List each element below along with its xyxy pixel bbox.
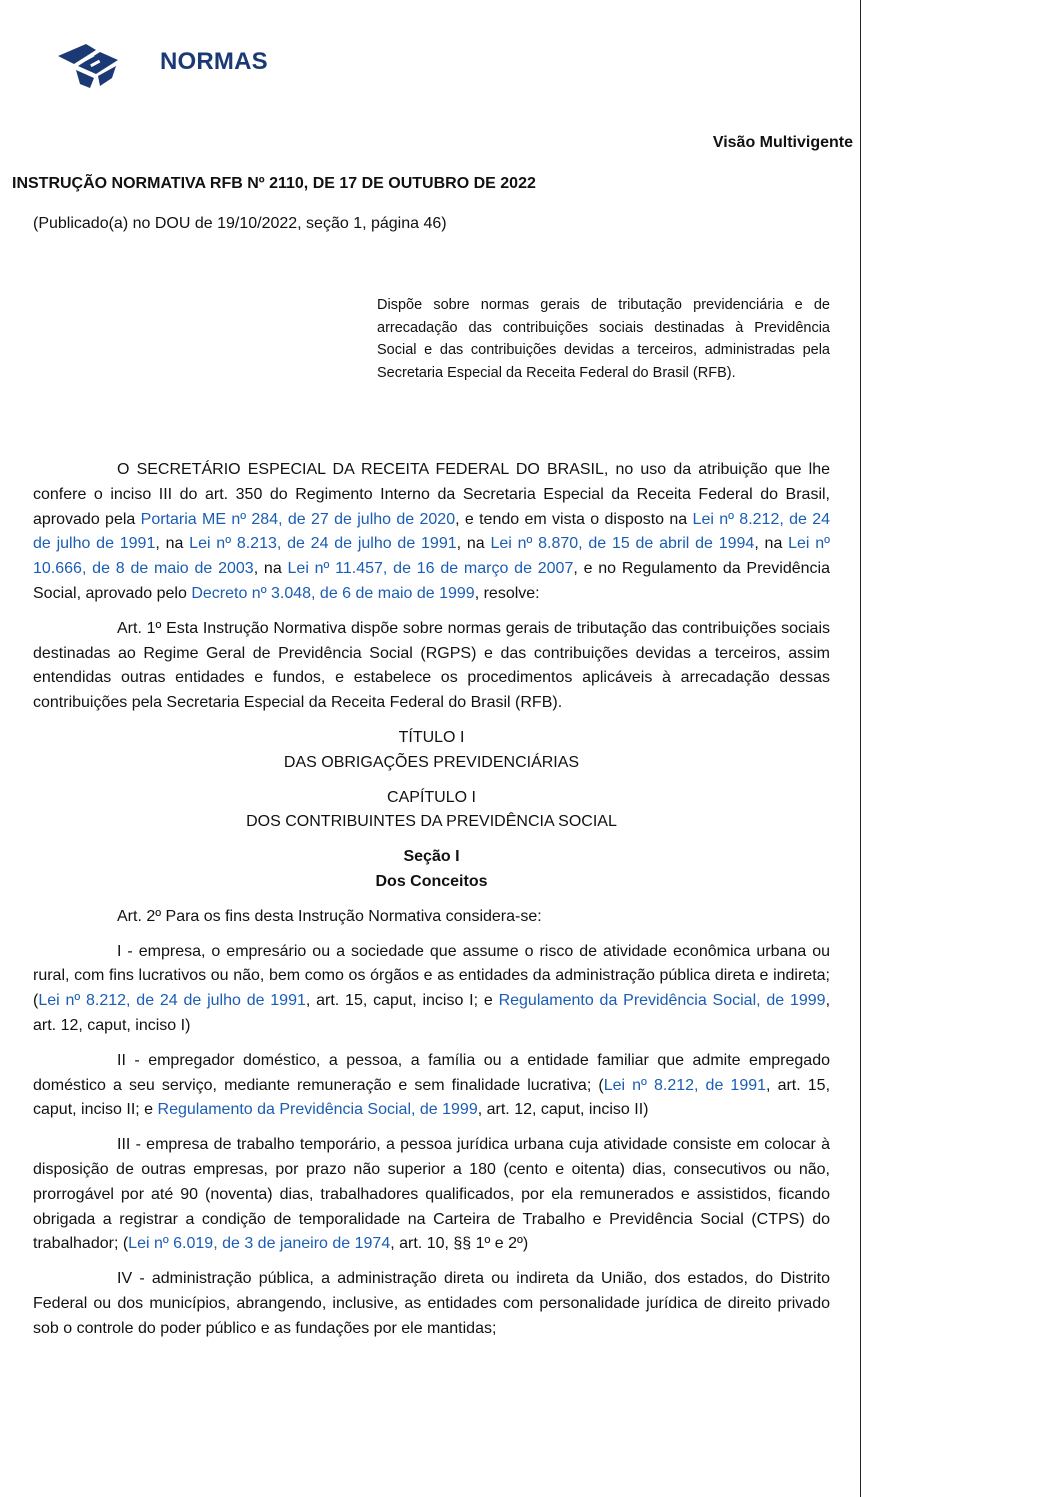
inciso-3: III - empresa de trabalho temporário, a pessoa jurídica urbana cuja atividade consiste em colocar à disposição de outras empresas, por prazo não superior a 180 (cento e oitenta) dias, consecutivos ou não, prorrogável por até 90 (noventa) dias, trabalhadores qualificados, por ela remunerados e assistidos, ficando obrigada a registrar a condição de temporalidade na Carteira de Trabalho e Previdência Social (CTPS) do trabalhador; (Lei nº 6.019, de 3 de janeiro de 1974, art. 10, §§ 1º e 2º) (33, 1136, 830, 1253)
inciso-1: I - empresa, o empresário ou a sociedade que assume o risco de atividade econômica urbana ou rural, com fins lucrativos ou não, bem como os órgãos e as entidades da administração pública direta e indireta; (Lei nº 8.212, de 24 de julho de 1991, art. 15, caput, inciso I; e Regulamento da Previdência Social, de 1999, art. 12, caput, inciso I) (33, 942, 831, 1034)
link-lei-10666[interactable]: Lei nº 10.666, de 8 de maio de 2003 (33, 535, 831, 578)
link-lei-8212-inciso-2[interactable]: Lei nº 8.212, de 1991 (603, 1076, 767, 1094)
link-lei-8870[interactable]: Lei nº 8.870, de 15 de abril de 1994 (490, 535, 755, 553)
link-lei-11457[interactable]: Lei nº 11.457, de 16 de março de 2007 (287, 560, 574, 578)
brand-title: NORMAS (160, 48, 268, 75)
secao-number: Seção I (403, 848, 460, 866)
link-decreto-3048[interactable]: Decreto nº 3.048, de 6 de maio de 1999 (191, 584, 475, 602)
link-regulamento-previdencia-inciso-2[interactable]: Regulamento da Previdência Social, de 1999 (157, 1101, 478, 1119)
document-body (33, 458, 830, 1352)
capitulo-number: CAPÍTULO I (387, 788, 476, 806)
titulo-number: TÍTULO I (398, 728, 465, 746)
link-portaria-me-284[interactable]: Portaria ME nº 284, de 27 de julho de 2020 (140, 510, 456, 528)
link-regulamento-previdencia-inciso-1[interactable]: Regulamento da Previdência Social, de 1999 (498, 992, 826, 1010)
article-2: Art. 2º Para os fins desta Instrução Normativa considera-se: (117, 907, 542, 925)
inciso-4: IV - administração pública, a administração direta ou indireta da União, dos estados, do Distrito Federal ou dos municípios, abrangendo, inclusive, as entidades com personalidade jurídica de direito privado sob o controle do poder público e as fundações por ele mantidas; (33, 1270, 830, 1337)
article-1: Art. 1º Esta Instrução Normativa dispõe sobre normas gerais de tributação das contribuições sociais destinadas ao Regime Geral de Previdência Social (RGPS) e das contribuições devidas a terceiros, assim entendidas outras entidades e fundos, e estabelece os procedimentos aplicáveis à arrecadação dessas contribuições pela Secretaria Especial da Receita Federal do Brasil (RFB). (33, 619, 830, 712)
link-lei-8212[interactable]: Lei nº 8.212, de 24 de julho de 1991 (33, 510, 831, 553)
link-lei-8212-inciso-1[interactable]: Lei nº 8.212, de 24 de julho de 1991 (38, 992, 306, 1010)
link-lei-8213[interactable]: Lei nº 8.213, de 24 de julho de 1991 (189, 535, 457, 553)
capitulo-name: DOS CONTRIBUINTES DA PREVIDÊNCIA SOCIAL (246, 813, 617, 831)
preamble-paragraph: O SECRETÁRIO ESPECIAL DA RECEITA FEDERAL DO BRASIL, no uso da atribuição que lhe confere o inciso III do art. 350 do Regimento Interno da Secretaria Especial da Receita Federal do Brasil, aprovado pela Portaria ME nº 284, de 27 de julho de 2020, e tendo em vista o disposto na Lei nº 8.212, de 24 de julho de 1991, na Lei nº 8.213, de 24 de julho de 1991, na Lei nº 8.870, de 15 de abril de 1994, na Lei nº 10.666, de 8 de maio de 2003, na Lei nº 11.457, de 16 de março de 2007, e no Regulamento da Previdência Social, aprovado pelo Decreto nº 3.048, de 6 de maio de 1999, resolve: (33, 461, 831, 602)
publication-info: (Publicado(a) no DOU de 19/10/2022, seção 1, página 46) (33, 215, 447, 232)
link-lei-6019[interactable]: Lei nº 6.019, de 3 de janeiro de 1974 (128, 1235, 391, 1253)
titulo-name: DAS OBRIGAÇÕES PREVIDENCIÁRIAS (283, 753, 580, 771)
view-mode-label: Visão Multivigente (712, 134, 853, 151)
document-title: INSTRUÇÃO NORMATIVA RFB Nº 2110, DE 17 DE OUTUBRO DE 2022 (12, 175, 536, 192)
page-right-border (860, 0, 861, 1497)
secao-name: Dos Conceitos (375, 872, 488, 890)
inciso-2: II - empregador doméstico, a pessoa, a família ou a entidade familiar que admite empregado doméstico a seu serviço, mediante remuneração e sem finalidade lucrativa; (Lei nº 8.212, de 1991, art. 15, caput, inciso II; e Regulamento da Previdência Social, de 1999, art. 12, caput, inciso II) (33, 1051, 831, 1119)
receita-federal-logo-icon (56, 42, 122, 90)
ementa: Dispõe sobre normas gerais de tributação previdenciária e de arrecadação das contribuições sociais destinadas à Previdência Social e das contribuições devidas a terceiros, administradas pela Secretaria Especial da Receita Federal do Brasil (RFB). (377, 297, 830, 381)
